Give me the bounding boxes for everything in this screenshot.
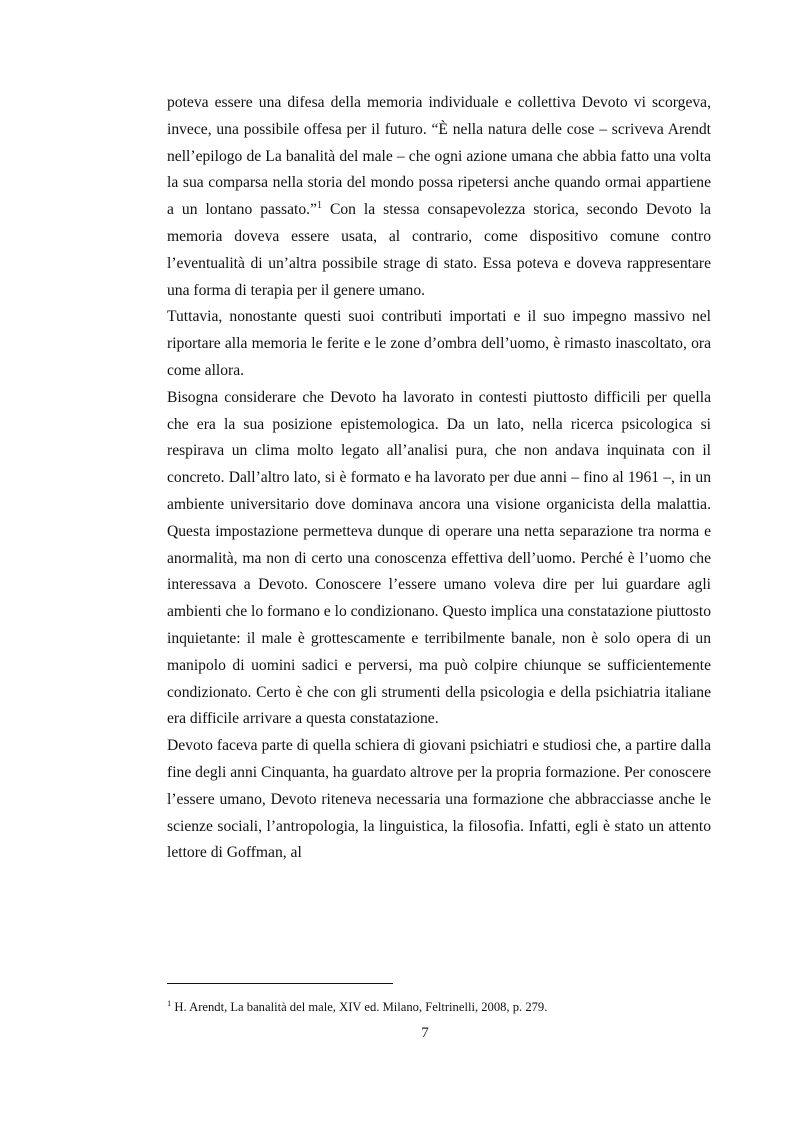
footnote-separator xyxy=(167,983,393,984)
paragraph-1-text-a: poteva essere una difesa della memoria individuale e collettiva Devoto vi scorgeva, invece, una possibile offesa per il futuro. “È nella natura delle cose – scriveva Arendt nell’epilogo de La banalità del male – che ogni azione umana che abbia fatto una volta la sua comparsa nella storia del mondo possa ripetersi anche quando ormai appartiene a un lontano passato.” xyxy=(167,94,711,219)
page-number: 7 xyxy=(421,1025,429,1041)
paragraph-4: Devoto faceva parte di quella schiera di giovani psichiatri e studiosi che, a partire dalla fine degli anni Cinquanta, ha guardato altrove per la propria formazione. Per conoscere l’essere umano, Devoto riteneva necessaria una formazione che abbracciasse anche le scienze sociali, l’antropologia, la linguistica, la filosofia. Infatti, egli è stato un attento lettore di Goffman, al xyxy=(167,737,711,862)
footnote-reference: 1 xyxy=(316,200,322,212)
body-text xyxy=(167,90,711,867)
footnote-text: H. Arendt, La banalità del male, XIV ed. Milano, Feltrinelli, 2008, p. 279. xyxy=(171,1000,548,1014)
paragraph-3: Bisogna considerare che Devoto ha lavorato in contesti piuttosto difficili per quella che era la sua posizione epistemologica. Da un lato, nella ricerca psicologica si respirava un clima molto legato all’analisi pura, che non andava inquinata con il concreto. Dall’altro lato, si è formato e ha lavorato per due anni – fino al 1961 –, in un ambiente universitario dove dominava ancora una visione organicista della malattia. Questa impostazione permetteva dunque di operare una netta separazione tra norma e anormalità, ma non di certo una conoscenza effettiva dell’uomo. Perché è l’uomo che interessava a Devoto. Conoscere l’essere umano voleva dire per lui guardare agli ambienti che lo formano e lo condizionano. Questo implica una constatazione piuttosto inquietante: il male è grottescamente e terribilmente banale, non è solo opera di un manipolo di uomini sadici e perversi, ma può colpire chiunque se sufficientemente condizionato. Certo è che con gli strumenti della psicologia e della psichiatria italiane era difficile arrivare a questa constatazione. xyxy=(167,388,711,728)
paragraph-1 xyxy=(167,90,711,304)
footnote-number: 1 xyxy=(167,998,172,1008)
paragraph-1-text-b: Con la stessa consapevolezza storica, secondo Devoto la memoria doveva essere usata, al contrario, come dispositivo comune contro l’eventualità di un’altra possibile strage di stato. Essa poteva e doveva rappresentare una forma di terapia per il genere umano. xyxy=(167,201,711,299)
footnote xyxy=(167,998,711,1016)
paragraph-2: Tuttavia, nonostante questi suoi contributi importati e il suo impegno massivo nel riportare alla memoria le ferite e le zone d’ombra dell’uomo, è rimasto inascoltato, ora come allora. xyxy=(167,308,711,379)
